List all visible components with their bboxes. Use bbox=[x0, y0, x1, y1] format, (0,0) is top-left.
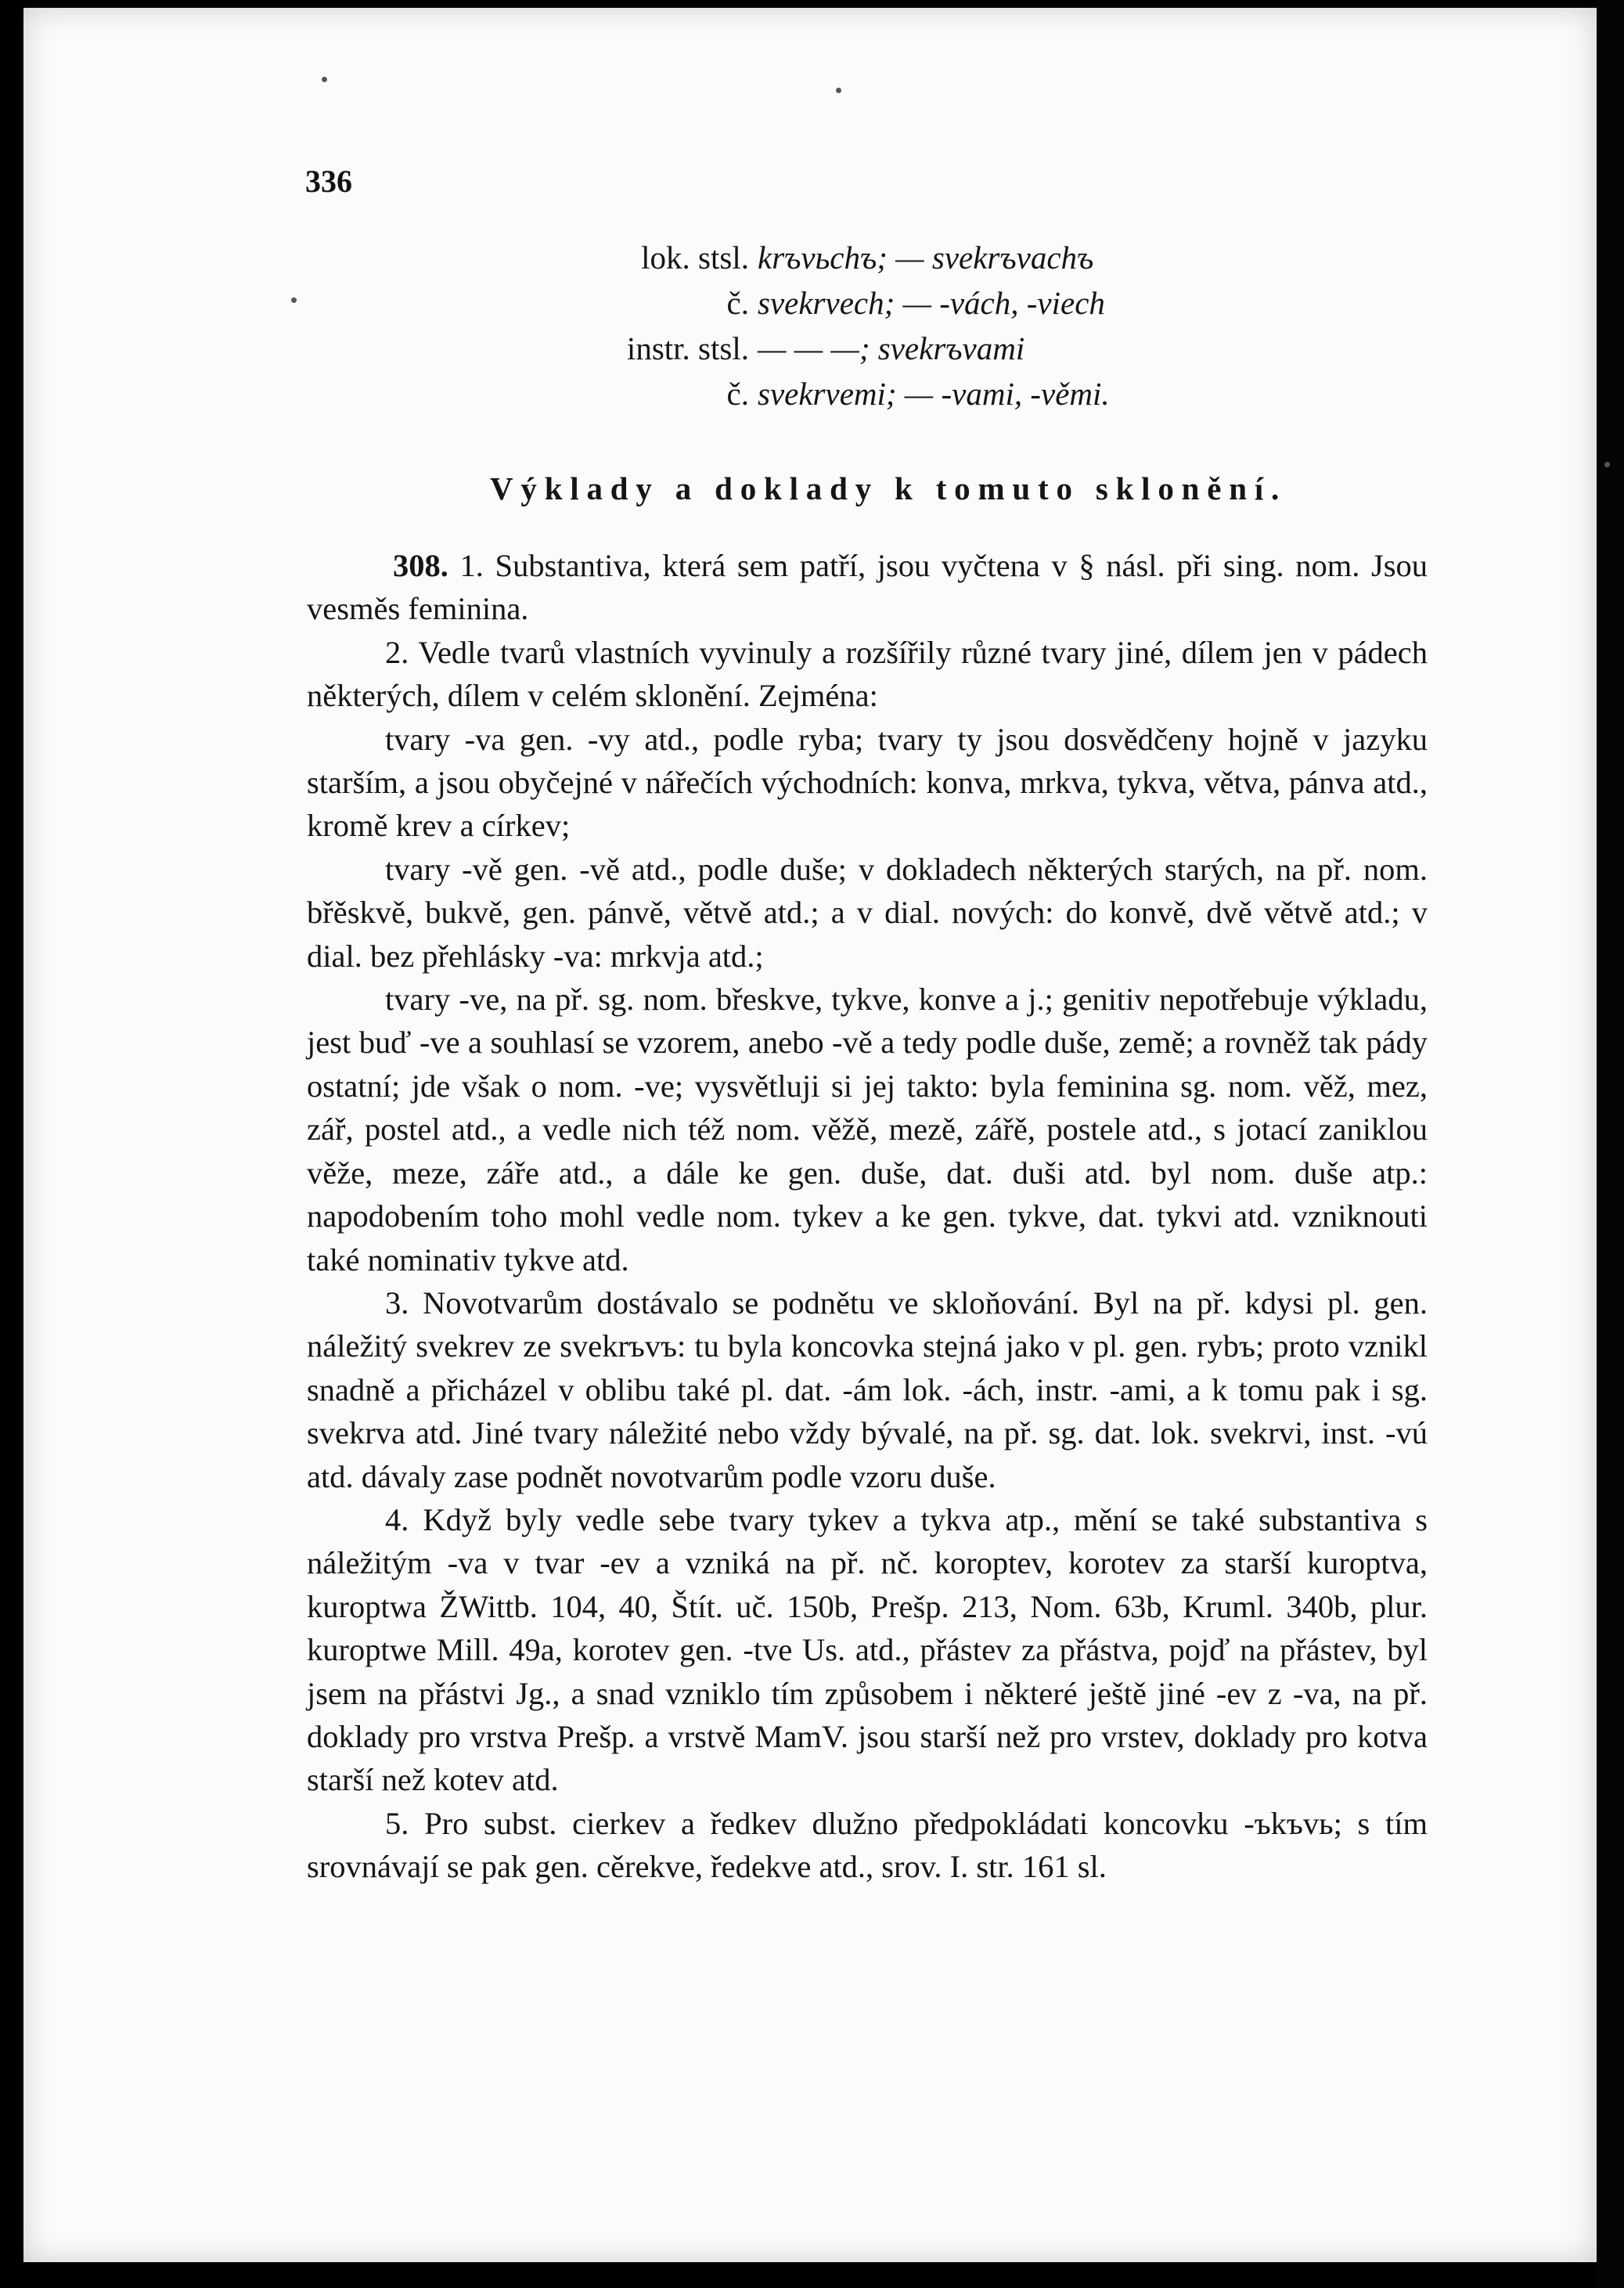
declension-table bbox=[0, 239, 1624, 420]
paragraph-text: 2. Vedle tvarů vlastních vyvinuly a rozšířily různé tvary jiné, dílem jen v pádech některých, dílem v celém sklonění. Zejména: bbox=[307, 634, 1428, 714]
case-forms bbox=[758, 375, 1110, 413]
paragraph bbox=[307, 1281, 1428, 1498]
paragraph-text: tvary -ve, na př. sg. nom. břeskve, tykve, konve a j.; genitiv nepotřebuje výkladu, jest buď -ve a souhlasí se vzorem, anebo -vě a tedy podle duše, země; a rovněž tak pády ostatní; jde však o nom. -ve; vysvětluji si jej takto: byla feminina sg. nom. věž, mez, zář, postel atd., a vedle nich též nom. věžě, mezě, zářě, postele atd., s jotací zaniklou věže, meze, záře atd., a dále ke gen. duše, dat. duši atd. byl nom. duše atp.: napodobením toho mohl vedle nom. tykev a ke gen. tykve, dat. tykvi atd. vzniknouti také nominativ tykve atd. bbox=[307, 982, 1428, 1277]
case-form-text: krъvьchъ; — svekrъvachъ bbox=[758, 240, 1094, 276]
declension-row bbox=[0, 375, 1624, 420]
case-forms bbox=[758, 284, 1105, 322]
case-form-text: — — —; svekrъvami bbox=[758, 330, 1025, 366]
paragraph bbox=[307, 544, 1428, 631]
speck bbox=[1604, 462, 1610, 467]
case-form-text: svekrvech; — -vách, -viech bbox=[758, 285, 1105, 321]
paragraph bbox=[307, 718, 1428, 848]
speck bbox=[836, 88, 841, 93]
paragraph-text: tvary -vě gen. -vě atd., podle duše; v dokladech některých starých, na př. nom. břěskvě, bukvě, gen. pánvě, větvě atd.; a v dial. nových: do konvě, dvě větvě atd.; v dial. bez přehlásky -va: mrkvja atd.; bbox=[307, 851, 1428, 974]
paragraph-text: 4. Když byly vedle sebe tvary tykev a tykva atp., mění se také substantiva s náležitým -va v tvar -ev a vzniká na př. nč. koroptev, korotev za starší kuroptva, kuroptwa ŽWittb. 104, 40, Štít. uč. 150b, Prešp. 213, Nom. 63b, Kruml. 340b, plur. kuroptwe Mill. 49a, korotev gen. -tve Us. atd., přástev za přástva, pojď na přástev, byl jsem na přástvi Jg., a snad vzniklo tím způsobem i některé ještě jiné -ev z -va, na př. doklady pro vrstva Prešp. a vrstvě MamV. jsou starší než pro vrstev, doklady pro kotva starší než kotev atd. bbox=[307, 1501, 1428, 1798]
case-label: instr. stsl. bbox=[626, 330, 749, 366]
section-heading: Výklady a doklady k tomuto sklonění. bbox=[490, 470, 1287, 506]
paragraph-text: 3. Novotvarům dostávalo se podnětu ve skloňování. Byl na př. kdysi pl. gen. náležitý svekrev ze svekrъvъ: tu byla koncovka stejná jako v pl. gen. rybъ; proto vznikl snadně a přicházel v oblibu také pl. dat. -ám lok. -ách, instr. -ami, a k tomu pak i sg. svekrva atd. Jiné tvary náležité nebo vždy bývalé, na př. sg. dat. lok. svekrvi, inst. -vú atd. dávaly zase podnět novotvarům podle vzoru duše. bbox=[307, 1285, 1428, 1494]
declension-row bbox=[0, 284, 1624, 330]
page-number: 336 bbox=[305, 164, 352, 199]
case-form-text: svekrvemi; — -vami, -věmi. bbox=[758, 376, 1110, 412]
case-forms bbox=[758, 239, 1093, 276]
paragraph bbox=[307, 978, 1428, 1281]
section-number: 308. bbox=[393, 548, 448, 583]
paragraph bbox=[307, 1802, 1428, 1889]
body-text bbox=[307, 544, 1428, 1889]
case-forms bbox=[758, 330, 1024, 367]
case-label: č. bbox=[726, 376, 749, 412]
paragraph-text: 5. Pro subst. cierkev a ředkev dlužno předpokládati koncovku -ъkъvь; s tím srovnávají se pak gen. cěrekve, ředekve atd., srov. I. str. 161 sl. bbox=[307, 1805, 1428, 1885]
speck bbox=[322, 77, 327, 82]
declension-row bbox=[0, 239, 1624, 284]
paragraph bbox=[307, 1498, 1428, 1802]
paragraph-text: tvary -va gen. -vy atd., podle ryba; tvary ty jsou dosvědčeny hojně v jazyku starším, a jsou obyčejné v nářečích východních: konva, mrkva, tykva, větva, pánva atd., kromě krev a církev; bbox=[307, 721, 1428, 844]
paragraph bbox=[307, 848, 1428, 978]
case-label: lok. stsl. bbox=[641, 240, 749, 276]
case-label: č. bbox=[726, 285, 749, 321]
paragraph bbox=[307, 631, 1428, 718]
declension-row bbox=[0, 330, 1624, 375]
paragraph-text: 1. Substantiva, která sem patří, jsou vyčtena v § násl. při sing. nom. Jsou vesměs feminina. bbox=[307, 548, 1428, 627]
